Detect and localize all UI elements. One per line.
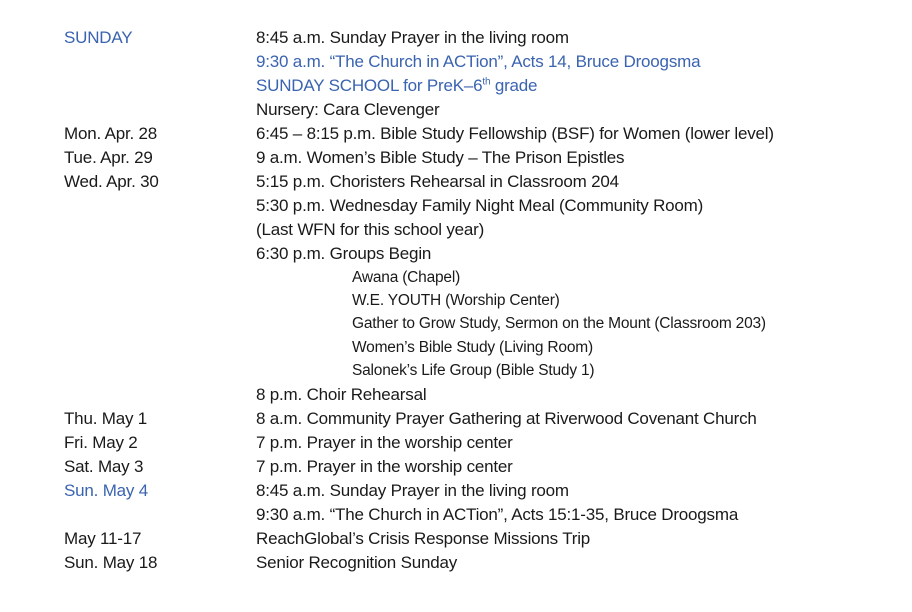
event-text: 8 a.m. Community Prayer Gathering at Riverwood Covenant Church [256, 408, 757, 428]
day-label: Wed. Apr. 30 [64, 172, 159, 191]
schedule-row [64, 122, 904, 146]
day-label: Sat. May 3 [64, 456, 144, 476]
event-text: 9:30 a.m. “The Church in ACTion”, Acts 14, Bruce Droogsma [256, 52, 701, 71]
schedule-row [64, 218, 904, 242]
schedule-row [64, 242, 904, 266]
schedule-row [64, 407, 904, 431]
event-text: 9:30 a.m. “The Church in ACTion”, Acts 15:1-35, Bruce Droogsma [256, 504, 739, 524]
day-label: Thu. May 1 [64, 408, 148, 428]
event-text-suffix: grade [490, 76, 538, 95]
schedule-row [64, 383, 904, 407]
event-text: 6:45 – 8:15 p.m. Bible Study Fellowship (BSF) for Women (lower level) [256, 124, 774, 143]
schedule-row [64, 170, 904, 194]
event-text: 8:45 a.m. Sunday Prayer in the living room [256, 28, 569, 47]
group-text: Gather to Grow Study, Sermon on the Mount (Classroom 203) [352, 315, 766, 333]
schedule-row [64, 50, 904, 74]
schedule-row [64, 479, 904, 503]
ordinal-superscript: th [482, 76, 491, 88]
schedule-row [64, 194, 904, 218]
schedule-row [64, 431, 904, 455]
event-text: 7 p.m. Prayer in the worship center [256, 456, 513, 476]
event-text: (Last WFN for this school year) [256, 220, 485, 239]
event-text: Nursery: Cara Clevenger [256, 100, 440, 119]
event-text: 5:30 p.m. Wednesday Family Night Meal (Community Room) [256, 196, 704, 215]
group-row [64, 336, 904, 359]
group-text: Awana (Chapel) [352, 268, 461, 286]
schedule-row [64, 74, 904, 98]
event-text: 6:30 p.m. Groups Begin [256, 244, 432, 263]
group-row [64, 360, 904, 383]
group-text: W.E. YOUTH (Worship Center) [352, 292, 560, 310]
event-text: 8:45 a.m. Sunday Prayer in the living room [256, 480, 569, 500]
schedule-row [64, 146, 904, 170]
event-text: ReachGlobal’s Crisis Response Missions Trip [256, 528, 591, 548]
day-label: Sun. May 4 [64, 480, 148, 500]
weekly-schedule [64, 26, 904, 575]
event-text: 8 p.m. Choir Rehearsal [256, 384, 427, 404]
schedule-row [64, 551, 904, 575]
event-text [256, 76, 904, 96]
day-label: May 11-17 [64, 528, 142, 548]
day-label: Tue. Apr. 29 [64, 148, 153, 167]
event-text-main: SUNDAY SCHOOL for PreK–6 [256, 76, 483, 95]
schedule-row [64, 98, 904, 122]
day-label: Fri. May 2 [64, 432, 138, 452]
schedule-row [64, 455, 904, 479]
group-row [64, 266, 904, 289]
event-text: 5:15 p.m. Choristers Rehearsal in Classroom 204 [256, 172, 619, 191]
schedule-row [64, 527, 904, 551]
group-text: Women’s Bible Study (Living Room) [352, 338, 593, 356]
group-text: Salonek’s Life Group (Bible Study 1) [352, 362, 595, 380]
event-text: 7 p.m. Prayer in the worship center [256, 432, 513, 452]
group-row [64, 313, 904, 336]
day-label: Sun. May 18 [64, 552, 158, 572]
day-label: Mon. Apr. 28 [64, 124, 158, 143]
schedule-row [64, 503, 904, 527]
day-label: SUNDAY [64, 28, 133, 47]
event-text: Senior Recognition Sunday [256, 552, 458, 572]
group-row [64, 289, 904, 312]
schedule-row [64, 26, 904, 50]
event-text: 9 a.m. Women’s Bible Study – The Prison Epistles [256, 148, 625, 167]
